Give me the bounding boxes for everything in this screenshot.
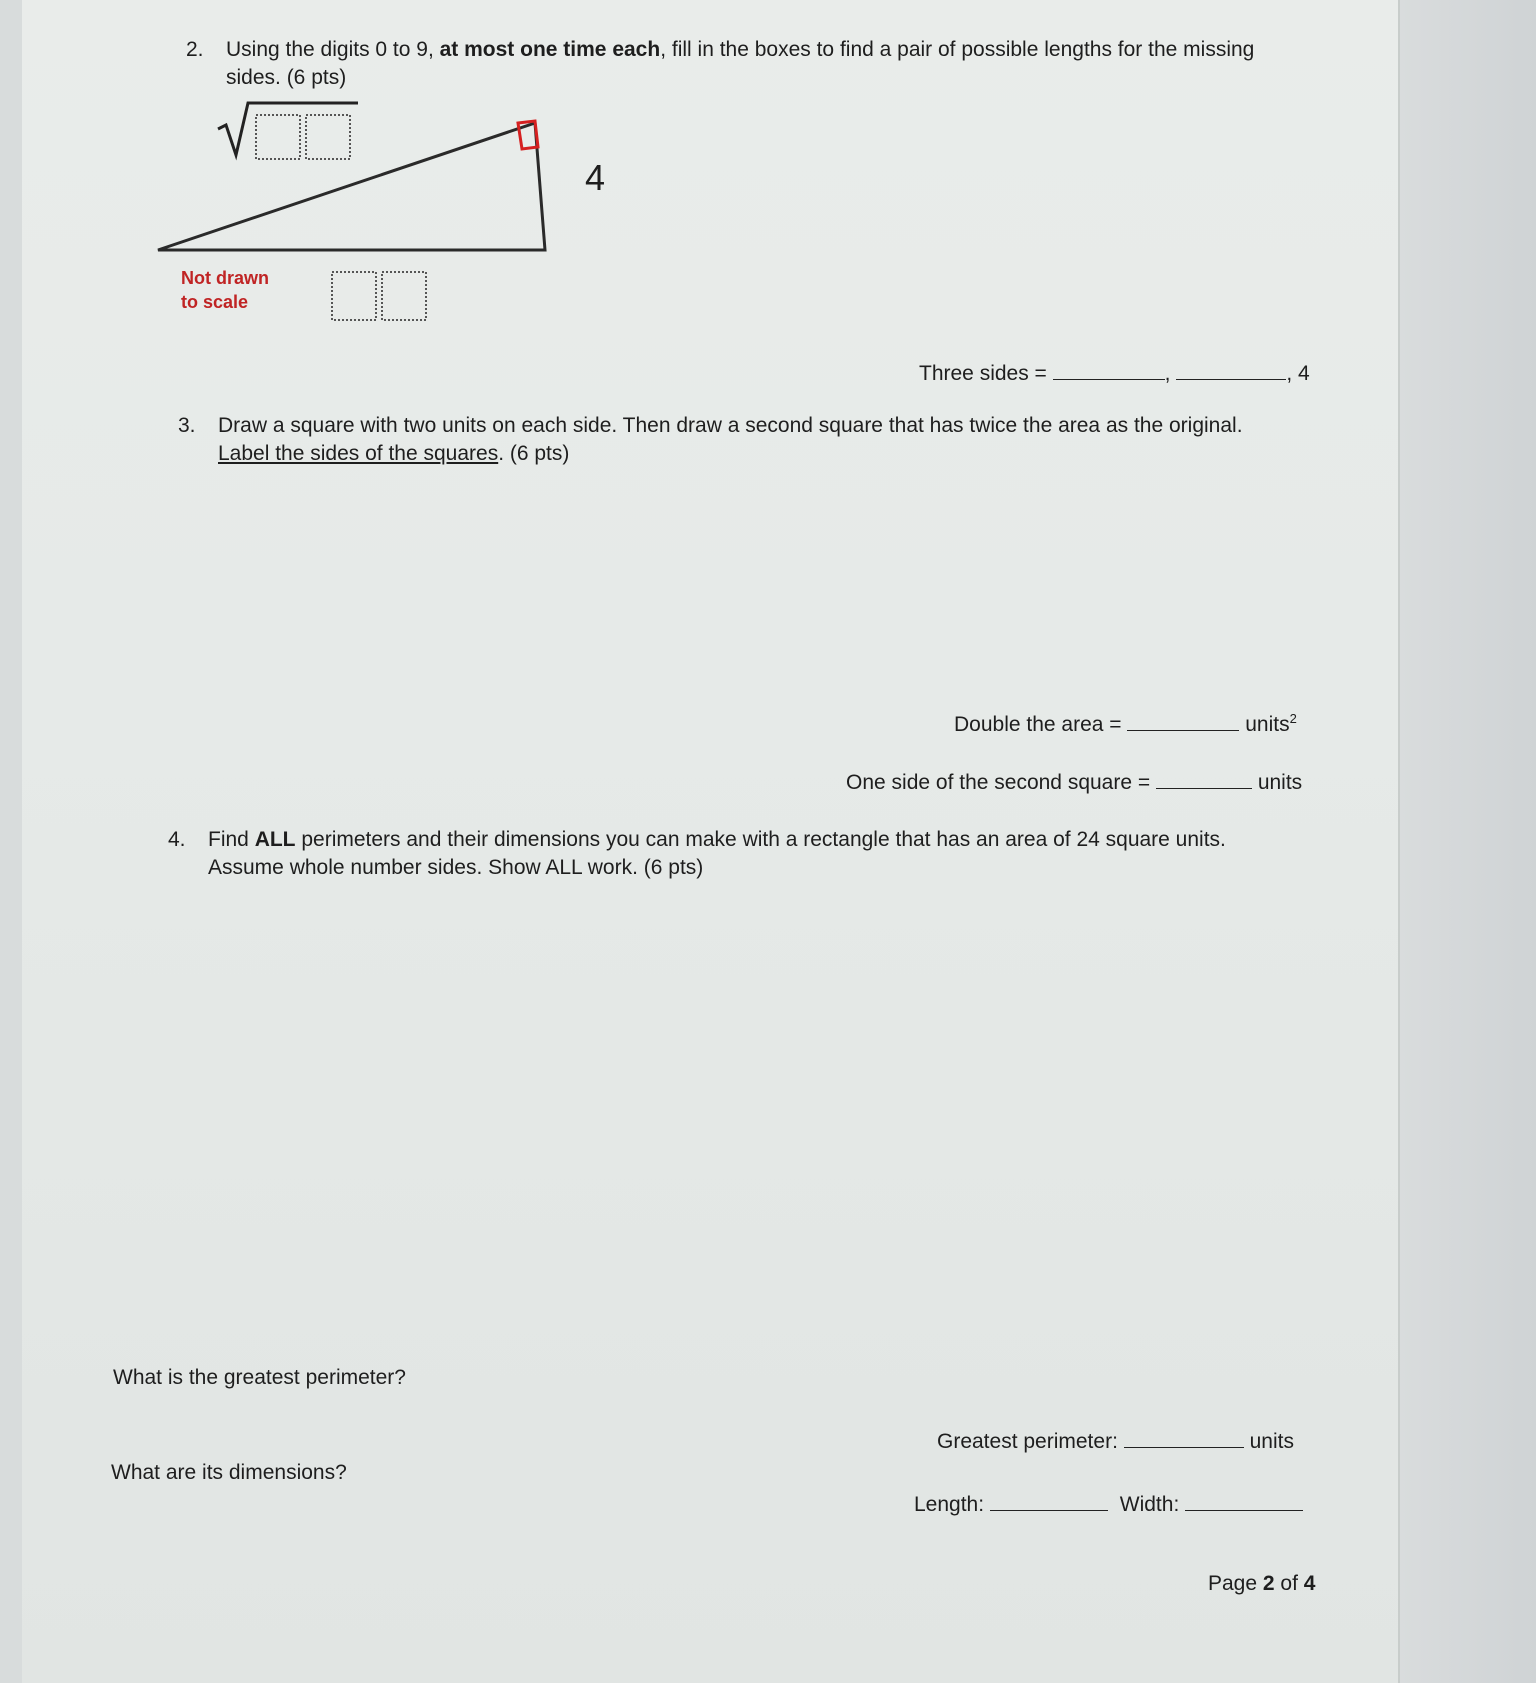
leg-digit-box-1[interactable] bbox=[332, 272, 376, 320]
greatest-perimeter-blank[interactable] bbox=[1124, 1447, 1244, 1448]
width-blank[interactable] bbox=[1185, 1510, 1303, 1511]
three-sides-known: 4 bbox=[1298, 362, 1310, 385]
question-3-number: 3. bbox=[178, 414, 196, 437]
question-2 bbox=[186, 36, 1316, 89]
square-root-symbol bbox=[218, 103, 358, 155]
root-digit-box-1[interactable] bbox=[256, 115, 300, 159]
second-side-answer bbox=[846, 771, 1302, 795]
page-total: 4 bbox=[1303, 1572, 1316, 1595]
note-line-1: Not drawn bbox=[181, 268, 269, 288]
question-3-text-end: . (6 pts) bbox=[498, 442, 570, 465]
greatest-perimeter-question: What is the greatest perimeter? bbox=[113, 1366, 406, 1389]
question-3-text-underlined: Label the sides of the squares bbox=[218, 442, 499, 465]
double-area-unit: units bbox=[1245, 713, 1290, 736]
question-4-text-line2: Assume whole number sides. Show ALL work. (6 pts) bbox=[208, 856, 704, 879]
question-3 bbox=[178, 412, 1318, 465]
page-current: 2 bbox=[1262, 1572, 1275, 1595]
side-blank-1[interactable] bbox=[1053, 379, 1165, 380]
leg-digit-box-2[interactable] bbox=[382, 272, 426, 320]
question-2-text-bold: at most one time each bbox=[439, 38, 661, 61]
three-sides-label: Three sides = bbox=[919, 362, 1047, 385]
three-sides-answer: Three sides = , , 4 bbox=[919, 362, 1310, 385]
greatest-perimeter-unit: units bbox=[1249, 1430, 1294, 1453]
page-mid: of bbox=[1274, 1572, 1304, 1595]
question-2-text-start: Using the digits 0 to 9, bbox=[226, 38, 440, 61]
side-blank-2[interactable] bbox=[1176, 379, 1286, 380]
dimensions-answer bbox=[914, 1493, 1303, 1517]
question-4-text-end: perimeters and their dimensions you can make with a rectangle that has an area of 24 square units. bbox=[295, 828, 1226, 851]
question-2-text-line2: sides. (6 pts) bbox=[226, 66, 347, 89]
background-margin bbox=[1400, 0, 1536, 1683]
double-area-label: Double the area = bbox=[954, 713, 1122, 736]
second-side-blank[interactable] bbox=[1156, 788, 1252, 789]
question-4 bbox=[168, 826, 1318, 879]
greatest-perimeter-label: Greatest perimeter: bbox=[937, 1430, 1118, 1453]
second-side-label: One side of the second square = bbox=[846, 771, 1151, 794]
triangle-side-label: 4 bbox=[585, 157, 606, 198]
width-label: Width: bbox=[1119, 1493, 1180, 1516]
page-prefix: Page bbox=[1208, 1572, 1263, 1595]
greatest-perimeter-answer bbox=[937, 1430, 1294, 1454]
question-4-text-bold: ALL bbox=[254, 828, 296, 851]
question-4-number: 4. bbox=[168, 828, 186, 851]
page-number bbox=[1208, 1572, 1315, 1596]
double-area-exponent: 2 bbox=[1289, 711, 1297, 726]
length-label: Length: bbox=[914, 1493, 985, 1516]
double-area-blank[interactable] bbox=[1127, 730, 1239, 731]
dimensions-question: What are its dimensions? bbox=[111, 1461, 347, 1484]
note-line-2: to scale bbox=[181, 292, 249, 312]
question-2-text-end: , fill in the boxes to find a pair of possible lengths for the missing bbox=[660, 38, 1255, 61]
root-digit-box-2[interactable] bbox=[306, 115, 350, 159]
length-blank[interactable] bbox=[990, 1510, 1108, 1511]
right-triangle bbox=[158, 123, 545, 250]
question-3-text-line1: Draw a square with two units on each side. Then draw a second square that has twice the area as the original. bbox=[218, 414, 1243, 437]
double-area-answer bbox=[954, 711, 1297, 737]
question-4-text-start: Find bbox=[208, 828, 255, 851]
second-side-unit: units bbox=[1257, 771, 1303, 794]
question-2-number: 2. bbox=[186, 38, 204, 61]
not-to-scale-note bbox=[181, 266, 269, 314]
